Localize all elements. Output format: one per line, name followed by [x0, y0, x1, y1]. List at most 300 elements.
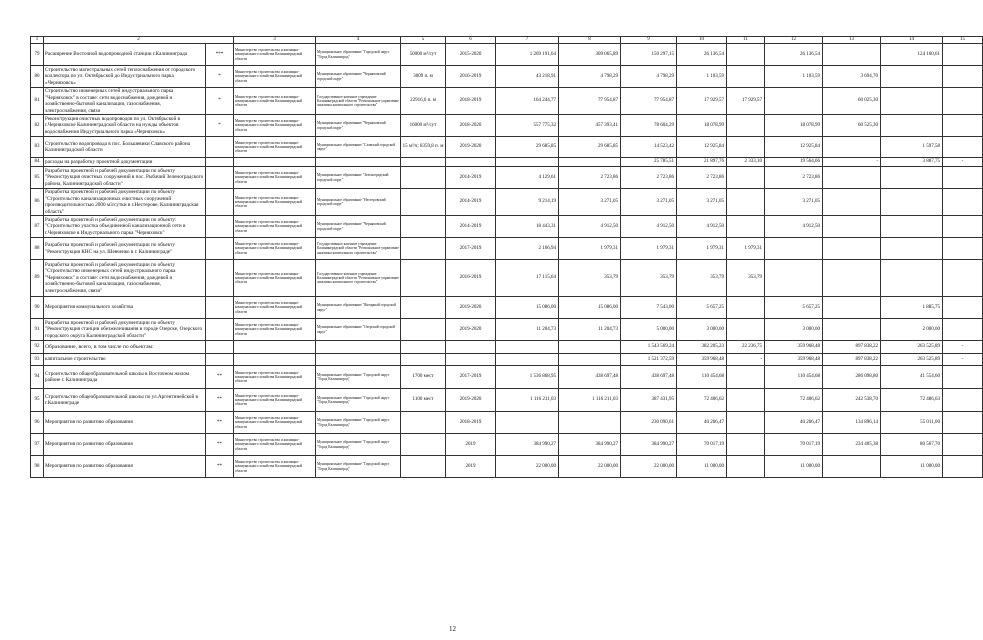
cell-v12: 11 000,00 [765, 456, 823, 478]
cell-v10: 1 103,59 [677, 66, 727, 88]
cell-v9: 384 990,27 [621, 434, 677, 456]
cell-v9: 5 000,00 [621, 319, 677, 341]
cell-mun: Муниципальное образование "Городской округ "Город Калининград" [316, 44, 401, 66]
cell-spent: 309 065,89 [559, 44, 621, 66]
cell-v10: 21 897,76 [677, 158, 727, 167]
cell-years: 2019 [446, 456, 496, 478]
cell-mark [206, 354, 234, 366]
cell-v14: 1 885,75 [881, 297, 943, 319]
column-number: 1 [31, 37, 44, 44]
cell-total: 17 115,64 [496, 260, 559, 297]
cell-years [446, 354, 496, 366]
cell-total: 164 244,77 [496, 88, 559, 115]
cell-cap: 1700 мест [401, 366, 446, 389]
column-number: 14 [881, 37, 943, 44]
column-number: 3 [234, 37, 316, 44]
cell-v9: 2 723,86 [621, 167, 677, 189]
cell-v13 [823, 216, 881, 238]
cell-exec: Министерство строительства и жилищно-коммунального хозяйства Калининградской области [234, 167, 316, 189]
cell-mun: Муниципальное образование "Зеленоградский городской округ" [316, 167, 401, 189]
cell-v14 [881, 115, 943, 137]
cell-exec: Министерство строительства и жилищно-коммунального хозяйства Калининградской области [234, 44, 316, 66]
cell-total [496, 412, 559, 434]
cell-exec: Министерство строительства и жилищно-коммунального хозяйства Калининградской области [234, 115, 316, 137]
cell-v13 [823, 456, 881, 478]
cell-exec [234, 354, 316, 366]
cell-v14 [881, 88, 943, 115]
cell-mun: Муниципальное образование "Городской округ "Город Калининград" [316, 434, 401, 456]
cell-years: 2014-2019 [446, 216, 496, 238]
cell-num: 81 [31, 88, 44, 115]
cell-v12: 5 657,25 [765, 297, 823, 319]
cell-v15 [943, 238, 983, 260]
cell-cap: 3009 п. м [401, 66, 446, 88]
cell-mun [316, 354, 401, 366]
cell-v10: 18 078,99 [677, 115, 727, 137]
cell-v9: 1 979,31 [621, 238, 677, 260]
cell-exec: Министерство строительства и жилищно-коммунального хозяйства Калининградской области [234, 366, 316, 389]
table-row [31, 216, 983, 238]
budget-table-sheet [30, 36, 965, 478]
cell-exec: Министерство строительства и жилищно-коммунального хозяйства Калининградской области [234, 412, 316, 434]
cell-num: 97 [31, 434, 44, 456]
cell-spent: 438 697,48 [559, 366, 621, 389]
cell-v13: 242 538,70 [823, 389, 881, 412]
cell-total: 9 214,19 [496, 189, 559, 216]
table-row [31, 412, 983, 434]
cell-v12: 2 723,86 [765, 167, 823, 189]
cell-v12: 3 271,05 [765, 189, 823, 216]
cell-v12: 4 912,50 [765, 216, 823, 238]
cell-v12: 359 968,48 [765, 341, 823, 354]
cell-num: 93 [31, 354, 44, 366]
cell-v15 [943, 216, 983, 238]
column-number: 13 [823, 37, 881, 44]
cell-mun: Муниципальное образование "Черняховский городской округ" [316, 216, 401, 238]
cell-mark [206, 189, 234, 216]
cell-v12: 70 017,19 [765, 434, 823, 456]
cell-mun: Государственное казенное учреждение Калининградской области "Региональное управление заказчика капитального строительства" [316, 260, 401, 297]
cell-cap [401, 319, 446, 341]
cell-v10: 40 266,47 [677, 412, 727, 434]
cell-v11 [727, 412, 765, 434]
cell-spent: 1 979,31 [559, 238, 621, 260]
cell-v15 [943, 389, 983, 412]
cell-mark: ** [206, 366, 234, 389]
column-number: 12 [765, 37, 823, 44]
cell-v15 [943, 137, 983, 158]
cell-v13 [823, 297, 881, 319]
cell-cap [401, 238, 446, 260]
table-row [31, 238, 983, 260]
cell-mark: ** [206, 456, 234, 478]
cell-v14: 55 011,00 [881, 412, 943, 434]
cell-cap [401, 216, 446, 238]
cell-num: 92 [31, 341, 44, 354]
cell-mark: * [206, 88, 234, 115]
column-number: 5 [401, 37, 446, 44]
cell-v10: 11 000,00 [677, 456, 727, 478]
cell-v11: 2 333,10 [727, 158, 765, 167]
cell-exec: Министерство строительства и жилищно-коммунального хозяйства Калининградской области [234, 88, 316, 115]
cell-years: 2017-2019 [446, 238, 496, 260]
cell-exec [234, 341, 316, 354]
cell-v10: 359 968,48 [677, 354, 727, 366]
cell-years: 2019-2020 [446, 297, 496, 319]
cell-v10: 12 925,84 [677, 137, 727, 158]
cell-mun: Муниципальное образование "Черняховский городской округ" [316, 115, 401, 137]
cell-v15 [943, 167, 983, 189]
cell-spent [559, 412, 621, 434]
cell-v15 [943, 189, 983, 216]
budget-table [30, 36, 983, 478]
cell-v14: 1 597,58 [881, 137, 943, 158]
cell-years: 2016-2019 [446, 260, 496, 297]
cell-v14: 11 000,00 [881, 456, 943, 478]
cell-spent: 22 000,00 [559, 456, 621, 478]
cell-v15 [943, 412, 983, 434]
cell-mun [316, 341, 401, 354]
cell-mark [206, 297, 234, 319]
cell-v12: 19 564,66 [765, 158, 823, 167]
cell-name: расходы на разработку проектной документации [44, 158, 206, 167]
cell-mun: Муниципальное образование "Черняховский городской округ" [316, 66, 401, 88]
cell-v11: 353,79 [727, 260, 765, 297]
cell-v11 [727, 319, 765, 341]
cell-v9: 77 954,87 [621, 88, 677, 115]
cell-v15 [943, 456, 983, 478]
cell-name: Разработка проектной и рабочей документации по объекту "Строительство канализационных очистных сооружений производительностью 2000 м3/сутки в г.Нестерове, Калининградская область" [44, 189, 206, 216]
cell-mark: ** [206, 412, 234, 434]
cell-cap [401, 412, 446, 434]
cell-cap: 50000 м³/сут [401, 44, 446, 66]
cell-v15 [943, 88, 983, 115]
cell-name: Строительство общеобразовательной школы в Восточном жилом районе г. Калининграда [44, 366, 206, 389]
cell-v10: 5 657,25 [677, 297, 727, 319]
cell-spent: 1 116 211,03 [559, 389, 621, 412]
cell-v10: 3 000,00 [677, 319, 727, 341]
cell-name: Разработка проектной и рабочей документации по объекту "Реконструкция КНС на ул. Шевченко в г. Калининграде" [44, 238, 206, 260]
cell-name: Расширение Восточной водопроводной станции г.Калининграда [44, 44, 206, 66]
table-row [31, 297, 983, 319]
cell-v12 [765, 238, 823, 260]
table-row [31, 341, 983, 354]
cell-v14 [881, 66, 943, 88]
cell-v13 [823, 260, 881, 297]
cell-v14: 3 887,75 [881, 158, 943, 167]
cell-exec: Министерство строительства и жилищно-коммунального хозяйства Калининградской области [234, 189, 316, 216]
cell-v14 [881, 189, 943, 216]
cell-mun: Муниципальное образование "Городской округ "Город Калининград" [316, 389, 401, 412]
cell-num: 90 [31, 297, 44, 319]
cell-cap: 1100 мест [401, 389, 446, 412]
cell-v12: 359 968,48 [765, 354, 823, 366]
cell-total: 384 990,27 [496, 434, 559, 456]
cell-name: Строительство водопровода в пос. Большевики Славского района Калининградской области [44, 137, 206, 158]
cell-v13 [823, 189, 881, 216]
cell-num: 94 [31, 366, 44, 389]
cell-num: 98 [31, 456, 44, 478]
cell-years [446, 158, 496, 167]
cell-total: 557 775,32 [496, 115, 559, 137]
cell-cap: 16000 м³/сут [401, 115, 446, 137]
table-body [31, 44, 983, 478]
cell-v11: - [727, 354, 765, 366]
cell-v14: 80 567,70 [881, 434, 943, 456]
cell-name: Мероприятия по развитию образования [44, 412, 206, 434]
cell-cap [401, 297, 446, 319]
cell-cap: 15 м³/ч; 8359,8 п. м [401, 137, 446, 158]
cell-total [496, 354, 559, 366]
cell-mun: Муниципальное образование "Городской округ "Город Калининград" [316, 366, 401, 389]
cell-v13 [823, 137, 881, 158]
cell-mun: Муниципальное образование "Славский городской округ" [316, 137, 401, 158]
cell-name: Мероприятия по развитию образования [44, 456, 206, 478]
cell-mark: * [206, 66, 234, 88]
cell-v13: 60 525,30 [823, 115, 881, 137]
table-row [31, 434, 983, 456]
cell-v14: 263 525,89 [881, 354, 943, 366]
cell-v10: 1 979,31 [677, 238, 727, 260]
cell-v12 [765, 88, 823, 115]
cell-v12: 110 454,68 [765, 366, 823, 389]
cell-v9: 25 785,51 [621, 158, 677, 167]
cell-total: 11 204,73 [496, 319, 559, 341]
cell-v11: 22 236,75 [727, 341, 765, 354]
table-row [31, 189, 983, 216]
cell-mark: *** [206, 44, 234, 66]
table-row [31, 137, 983, 158]
cell-v12: 40 266,47 [765, 412, 823, 434]
table-row [31, 66, 983, 88]
cell-v15: - [943, 341, 983, 354]
cell-mun: Муниципальное образование "Озерский городской округ" [316, 319, 401, 341]
cell-years: 2018-2019 [446, 88, 496, 115]
cell-spent [559, 158, 621, 167]
cell-v11 [727, 137, 765, 158]
cell-exec: Министерство строительства и жилищно-коммунального хозяйства Калининградской области [234, 66, 316, 88]
cell-v15: - [943, 354, 983, 366]
column-number: 7 [496, 37, 559, 44]
cell-v11 [727, 44, 765, 66]
cell-mark [206, 216, 234, 238]
cell-years [446, 341, 496, 354]
cell-total: 22 000,00 [496, 456, 559, 478]
cell-name: Строительство инженерных сетей индустриального парка "Черняховск" в составе: сети водоснабжения, дождевой и хозяйственно-бытовой канализации, газоснабжения, электроснабжения, связи [44, 88, 206, 115]
cell-mark [206, 341, 234, 354]
cell-mun: Муниципальное образование "Нестеровский городской округ" [316, 189, 401, 216]
cell-total [496, 158, 559, 167]
cell-v11 [727, 456, 765, 478]
cell-cap [401, 167, 446, 189]
cell-v10: 2 723,86 [677, 167, 727, 189]
cell-v9: 387 431,95 [621, 389, 677, 412]
cell-num: 89 [31, 260, 44, 297]
table-row [31, 115, 983, 137]
cell-v9: 150 297,15 [621, 44, 677, 66]
cell-v10: 110 454,68 [677, 366, 727, 389]
cell-exec: Министерство строительства и жилищно-коммунального хозяйства Калининградской области [234, 319, 316, 341]
cell-v10: 17 929,57 [677, 88, 727, 115]
cell-name: Мероприятия по развитию образования [44, 434, 206, 456]
cell-total: 29 685,85 [496, 137, 559, 158]
cell-years: 2014-2019 [446, 189, 496, 216]
cell-exec: Министерство строительства и жилищно-коммунального хозяйства Калининградской области [234, 389, 316, 412]
cell-exec [234, 158, 316, 167]
cell-num: 82 [31, 115, 44, 137]
cell-spent: 77 954,87 [559, 88, 621, 115]
cell-exec: Министерство строительства и жилищно-коммунального хозяйства Калининградской области [234, 456, 316, 478]
cell-v9: 230 090,61 [621, 412, 677, 434]
cell-v13: 134 896,14 [823, 412, 881, 434]
cell-num: 79 [31, 44, 44, 66]
cell-v11 [727, 189, 765, 216]
cell-exec: Министерство строительства и жилищно-коммунального хозяйства Калининградской области [234, 238, 316, 260]
cell-cap [401, 354, 446, 366]
cell-v9: 4 912,50 [621, 216, 677, 238]
cell-v12 [765, 260, 823, 297]
cell-name: Разработка проектной и рабочей документации по объекту: "Строительство участка объединенной канализационной сети в г.Черняховске в Индустриального парка "Черняховск" [44, 216, 206, 238]
cell-v11 [727, 434, 765, 456]
cell-mark [206, 167, 234, 189]
cell-v14 [881, 167, 943, 189]
cell-v11 [727, 115, 765, 137]
column-number-row [31, 37, 983, 44]
cell-num: 96 [31, 412, 44, 434]
cell-num: 84 [31, 158, 44, 167]
column-number: 11 [727, 37, 765, 44]
cell-cap [401, 434, 446, 456]
table-row [31, 167, 983, 189]
cell-total: 2 166,94 [496, 238, 559, 260]
cell-v10: 382 205,23 [677, 341, 727, 354]
table-row [31, 158, 983, 167]
cell-name: Строительство общеобразовательной школы по ул.Аргентинейской в г.Калининграде [44, 389, 206, 412]
cell-v13 [823, 238, 881, 260]
column-number: 10 [677, 37, 727, 44]
cell-mark: ** [206, 389, 234, 412]
cell-spent: 4 912,50 [559, 216, 621, 238]
cell-mark: ** [206, 434, 234, 456]
table-row [31, 366, 983, 389]
cell-v15 [943, 44, 983, 66]
cell-num: 80 [31, 66, 44, 88]
cell-total: 1 116 211,03 [496, 389, 559, 412]
cell-v14: 263 525,89 [881, 341, 943, 354]
cell-total: 1 536 868,95 [496, 366, 559, 389]
cell-v14: 2 000,00 [881, 319, 943, 341]
cell-v9: 1 521 372,59 [621, 354, 677, 366]
cell-cap [401, 189, 446, 216]
cell-name: Разработка проектной и рабочей документации по объекту "Реконструкция очистных сооружений в пос. Рыбачий Зеленоградского района, Калининградской области" [44, 167, 206, 189]
cell-mun: Государственное казенное учреждение Калининградской области "Региональное управление заказчика капитального строительства" [316, 238, 401, 260]
cell-total: 15 086,00 [496, 297, 559, 319]
cell-v11 [727, 167, 765, 189]
cell-name: Реконструкция очистных водопроводов по ул. Октябрьской в г.Черняховске Калининградской области на нужды объектов водоснабжения Индустриального парка «Черняховск» [44, 115, 206, 137]
cell-mark [206, 260, 234, 297]
cell-years: 2019-2020 [446, 389, 496, 412]
table-row [31, 88, 983, 115]
cell-exec: Министерство строительства и жилищно-коммунального хозяйства Калининградской области [234, 216, 316, 238]
cell-name: Образование, всего, в том числе по объектам: [44, 341, 206, 354]
cell-spent: 2 723,86 [559, 167, 621, 189]
cell-spent: 353,79 [559, 260, 621, 297]
cell-num: 88 [31, 238, 44, 260]
cell-name: Разработка проектной и рабочей документации по объекту "Реконструкция станции обезжелезивания в городе Озерске, Озерского городского округа Калининградской области" [44, 319, 206, 341]
cell-mark [206, 158, 234, 167]
cell-years: 2018-2019 [446, 412, 496, 434]
cell-v13 [823, 167, 881, 189]
cell-name: Мероприятия коммунального хозяйства [44, 297, 206, 319]
cell-v14: 124 160,61 [881, 44, 943, 66]
cell-exec: Министерство строительства и жилищно-коммунального хозяйства Калининградской области [234, 260, 316, 297]
cell-v15: - [943, 158, 983, 167]
cell-v9: 14 523,42 [621, 137, 677, 158]
cell-spent: 4 798,29 [559, 66, 621, 88]
cell-v11 [727, 66, 765, 88]
cell-v9: 1 543 569,24 [621, 341, 677, 354]
cell-v10: 4 912,50 [677, 216, 727, 238]
cell-v9: 22 000,00 [621, 456, 677, 478]
cell-v9: 7 543,00 [621, 297, 677, 319]
cell-years: 2016-2019 [446, 66, 496, 88]
cell-v9: 353,79 [621, 260, 677, 297]
cell-v13: 897 838,22 [823, 341, 881, 354]
cell-spent: 457 393,41 [559, 115, 621, 137]
cell-mark [206, 137, 234, 158]
cell-v15 [943, 297, 983, 319]
column-number: 9 [621, 37, 677, 44]
cell-v13: - [823, 158, 881, 167]
cell-v13: 286 098,80 [823, 366, 881, 389]
cell-years: 2017-2019 [446, 366, 496, 389]
cell-v14 [881, 216, 943, 238]
cell-spent [559, 341, 621, 354]
cell-v13: 3 694,70 [823, 66, 881, 88]
cell-mun [316, 158, 401, 167]
cell-spent: 29 685,85 [559, 137, 621, 158]
column-number: 6 [446, 37, 496, 44]
cell-total [496, 341, 559, 354]
cell-v11 [727, 297, 765, 319]
cell-spent [559, 354, 621, 366]
cell-v9: 3 271,05 [621, 189, 677, 216]
cell-v12: 18 078,99 [765, 115, 823, 137]
cell-cap [401, 341, 446, 354]
cell-v10: 3 271,05 [677, 189, 727, 216]
cell-num: 95 [31, 389, 44, 412]
cell-total: 18 443,31 [496, 216, 559, 238]
column-number: 8 [559, 37, 621, 44]
table-row [31, 319, 983, 341]
cell-mun: Муниципальное образование "Янтарный городской округ" [316, 297, 401, 319]
cell-cap: 22916,6 п. м [401, 88, 446, 115]
cell-v13 [823, 319, 881, 341]
cell-v11: 1 979,31 [727, 238, 765, 260]
cell-v12: 12 925,84 [765, 137, 823, 158]
cell-v15 [943, 319, 983, 341]
table-row [31, 44, 983, 66]
cell-v14: 72 486,63 [881, 389, 943, 412]
cell-total: 1 269 191,64 [496, 44, 559, 66]
cell-v11 [727, 216, 765, 238]
cell-v13: 897 838,22 [823, 354, 881, 366]
table-row [31, 260, 983, 297]
cell-v9: 438 697,48 [621, 366, 677, 389]
cell-mark: * [206, 115, 234, 137]
cell-num: 86 [31, 189, 44, 216]
cell-mun: Муниципальное образование "Городской округ "Город Калининград" [316, 412, 401, 434]
